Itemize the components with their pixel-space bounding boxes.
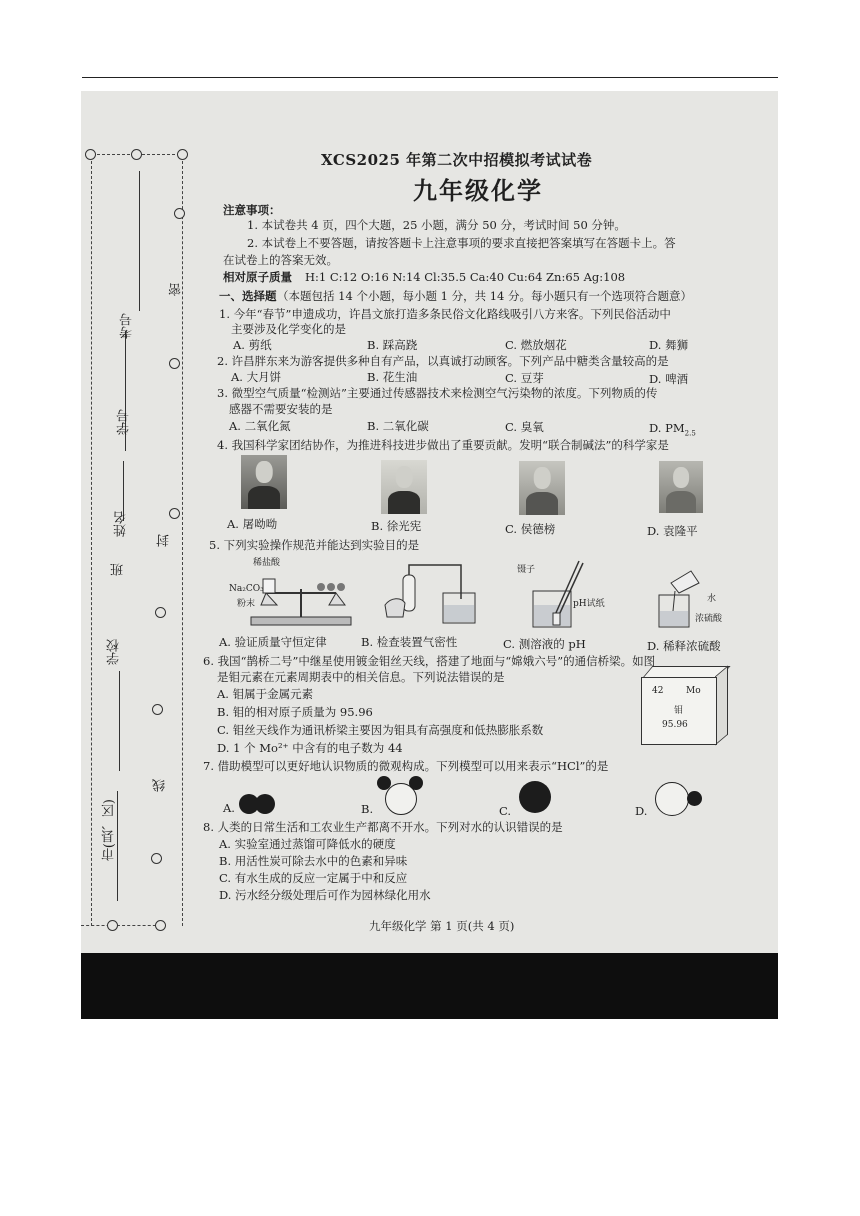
element-mass: 95.96: [662, 720, 688, 730]
atomic-mass-values: H:1 C:12 O:16 N:14 Cl:35.5 Ca:40 Cu:64 Zn:65 Ag:108: [305, 270, 626, 284]
q6-option-b: B. 钼的相对原子质量为 95.96: [217, 705, 373, 719]
photo-dark-edge: [81, 953, 778, 1019]
q6-stem: 6. 我国“鹊桥二号”中继星使用镀金钼丝天线，搭建了地面与“嫦娥六号”的通信桥梁。如图: [203, 654, 656, 668]
model-atom: [655, 782, 689, 816]
q4-option-c: C. 侯德榜: [505, 522, 556, 536]
notice-heading: 注意事项：: [223, 203, 281, 217]
exam-title: XCS2025 年第二次中招模拟考试试卷: [321, 151, 593, 169]
q1-option-a: A. 剪纸: [233, 338, 272, 352]
q8-option-d: D. 污水经分级处理后可作为园林绿化用水: [219, 888, 431, 902]
q1-option-b: B. 踩高跷: [367, 338, 418, 352]
page-top-rule: [82, 77, 778, 78]
binding-hole: [169, 508, 180, 519]
q3-option-d-sub: 2.5: [684, 429, 696, 438]
model-atom: [377, 776, 391, 790]
element-name: 钼: [674, 706, 684, 716]
q6-stem-cont: 是钼元素在元素周期表中的相关信息。下列说法错误的是: [217, 670, 505, 684]
seal-char: 密: [169, 283, 184, 296]
element-symbol: Mo: [686, 686, 701, 696]
portrait-photo: [241, 455, 287, 509]
fill-line: [139, 171, 140, 311]
portrait-photo: [659, 461, 703, 513]
q3-stem: 3. 微型空气质量“检测站”主要通过传感器技术来检测空气污染物的浓度。下列物质的传: [217, 386, 658, 400]
q2-option-d: D. 啤酒: [649, 372, 689, 386]
q6-option-d: D. 1 个 Mo²⁺ 中含有的电子数为 44: [217, 741, 403, 755]
q3-option-d-text: D. PM: [649, 421, 685, 435]
q3-option-b: B. 二氧化碳: [367, 419, 429, 433]
sidebar-city: 市(县、区): [102, 799, 117, 862]
notice-line: 1. 本试卷共 4 页，四个大题，25 小题，满分 50 分，考试时间 50 分钟。: [247, 218, 626, 232]
q2-option-c: C. 豆芽: [505, 371, 544, 385]
q7-option-d: D.: [635, 804, 648, 818]
q3-option-a: A. 二氧化氮: [229, 419, 291, 433]
q3-option-c: C. 臭氧: [505, 420, 544, 434]
portrait-photo: [381, 460, 427, 514]
apparatus-label: 浓硫酸: [695, 614, 723, 624]
binding-outer-dash: [91, 161, 92, 926]
q2-stem: 2. 许昌胖东来为游客提供多种自有产品，以真诚打动顾客。下列产品中糖类含量较高的是: [217, 354, 669, 368]
seal-char: 线: [153, 779, 168, 792]
binding-hole: [155, 920, 166, 931]
portrait-photo: [519, 461, 565, 515]
binding-inner-dash: [182, 161, 183, 926]
fill-line: [119, 671, 120, 771]
binding-hole: [107, 920, 118, 931]
q4-stem: 4. 我国科学家团结协作，为推进科技进步做出了重要贡献。发明“联合制碱法”的科学家是: [217, 438, 669, 452]
binding-bottom-dash: [81, 925, 161, 926]
page-footer: 九年级化学 第 1 页(共 4 页): [369, 919, 515, 933]
q1-option-d: D. 舞狮: [649, 338, 689, 352]
q8-option-a: A. 实验室通过蒸馏可降低水的硬度: [219, 837, 396, 851]
section-title: 一、选择题: [219, 289, 277, 303]
q6-option-a: A. 钼属于金属元素: [217, 687, 314, 701]
model-atom: [687, 791, 702, 806]
q8-option-b: B. 用活性炭可除去水中的色素和异味: [219, 854, 408, 868]
binding-hole: [155, 607, 166, 618]
element-number: 42: [652, 686, 664, 696]
q8-stem: 8. 人类的日常生活和工农业生产都离不开水。下列对水的认识错误的是: [203, 820, 563, 834]
q1-stem: 1. 今年“春节”申遗成功，许昌文旅打造多条民俗文化路线吸引八方来客。下列民俗活动中: [219, 307, 671, 321]
sidebar-class: 班: [111, 563, 126, 576]
model-atom: [519, 781, 551, 813]
q5-option-d: D. 稀释浓硫酸: [647, 639, 721, 653]
q2-option-a: A. 大月饼: [231, 370, 282, 384]
apparatus-label: Na₂CO₃: [229, 584, 264, 594]
notice-line: 2. 本试卷上不要答题，请按答题卡上注意事项的要求直接把答案填写在答题卡上。答: [247, 236, 676, 250]
q6-option-c: C. 钼丝天线作为通讯桥梁主要因为钼具有高强度和低热膨胀系数: [217, 723, 544, 737]
binding-hole: [152, 704, 163, 715]
q4-option-d: D. 袁隆平: [647, 524, 698, 538]
q5-option-c: C. 测溶液的 pH: [503, 637, 586, 651]
q8-option-c: C. 有水生成的反应一定属于中和反应: [219, 871, 408, 885]
notice-line: 在试卷上的答案无效。: [223, 253, 338, 267]
seal-char: 封: [157, 534, 172, 547]
q3-stem-cont: 感器不需要安装的是: [229, 402, 333, 416]
q5-option-b: B. 检查装置气密性: [361, 635, 458, 649]
sidebar-school: 学校: [107, 639, 122, 665]
airtight-check-illustration: [381, 559, 491, 631]
q2-option-b: B. 花生油: [367, 370, 418, 384]
binding-hole: [151, 853, 162, 864]
q1-option-c: C. 燃放烟花: [505, 338, 567, 352]
q4-option-b: B. 徐光宪: [371, 519, 422, 533]
model-atom: [255, 794, 275, 814]
ph-test-illustration: [525, 557, 605, 633]
element-card: [641, 677, 717, 745]
q1-stem-cont: 主要涉及化学变化的是: [231, 322, 346, 336]
q5-option-a: A. 验证质量守恒定律: [219, 635, 327, 649]
q7-option-c: C.: [499, 804, 512, 818]
apparatus-label: 粉末: [237, 599, 256, 609]
exam-paper-photo: [81, 91, 778, 1019]
binding-hole: [169, 358, 180, 369]
model-atom: [409, 776, 423, 790]
sidebar-exam-no: 考号: [120, 313, 135, 339]
apparatus-label: pH试纸: [573, 599, 605, 609]
q7-option-b: B.: [361, 802, 374, 816]
atomic-mass-label: 相对原子质量: [223, 270, 292, 284]
binding-hole: [131, 149, 142, 160]
apparatus-label: 稀盐酸: [253, 558, 281, 568]
sidebar-name: 姓名: [114, 511, 129, 537]
q7-option-a: A.: [223, 801, 235, 815]
apparatus-label: 镊子: [517, 565, 536, 575]
q7-stem: 7. 借助模型可以更好地认识物质的微观构成。下列模型可以用来表示“HCl”的是: [203, 759, 609, 773]
section-desc: （本题包括 14 个小题，每小题 1 分，共 14 分。每小题只有一个选项符合题意）: [277, 289, 693, 303]
exam-subtitle: 九年级化学: [413, 176, 543, 205]
q4-option-a: A. 屠呦呦: [227, 517, 278, 531]
binding-hole: [174, 208, 185, 219]
binding-hole: [177, 149, 188, 160]
apparatus-label: 水: [707, 594, 717, 604]
q5-stem: 5. 下列实验操作规范并能达到实验目的是: [209, 538, 420, 552]
binding-hole: [85, 149, 96, 160]
sidebar-seat-no: 学号: [117, 409, 132, 435]
